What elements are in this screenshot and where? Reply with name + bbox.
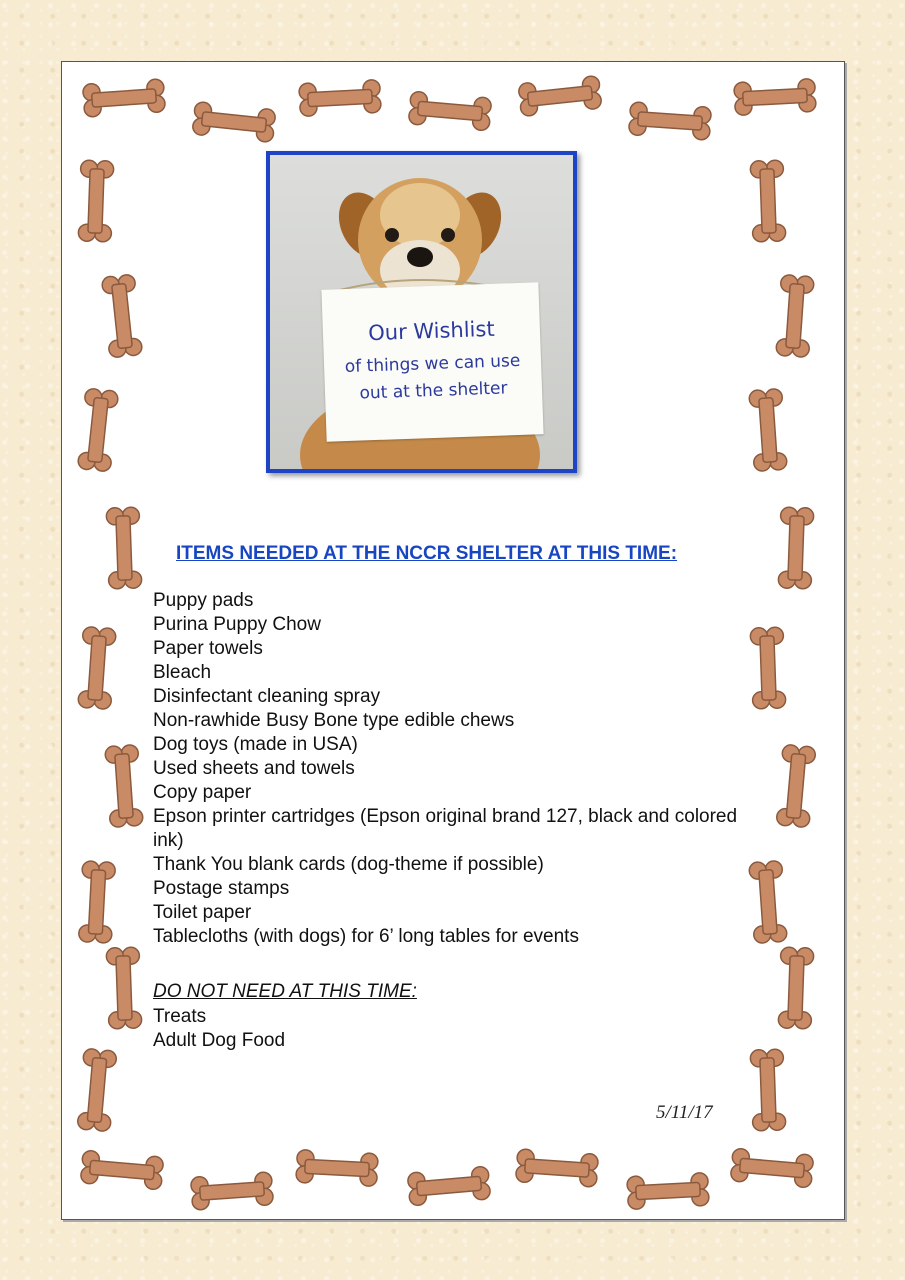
wishlist-sign <box>321 282 543 441</box>
list-item: Tablecloths (with dogs) for 6’ long tables for events <box>153 926 579 947</box>
list-item: Paper towels <box>153 638 263 659</box>
list-item: Toilet paper <box>153 902 252 923</box>
list-item: Dog toys (made in USA) <box>153 734 358 755</box>
not-needed-heading: DO NOT NEED AT THIS TIME: <box>153 981 417 1002</box>
items-needed-heading: ITEMS NEEDED AT THE NCCR SHELTER AT THIS TIME: <box>176 543 678 564</box>
list-item: Treats <box>153 1006 207 1027</box>
list-item: Copy paper <box>153 782 252 803</box>
not-needed-items-list <box>153 1005 285 1053</box>
document-date: 5/11/17 <box>656 1102 713 1123</box>
dog-holding-sign-photo <box>266 151 577 473</box>
list-item: Puppy pads <box>153 590 254 611</box>
list-item: Bleach <box>153 662 212 683</box>
needed-items-list <box>153 589 743 949</box>
sign-title: Our Wishlist <box>367 316 495 346</box>
list-item: Disinfectant cleaning spray <box>153 686 381 707</box>
list-item: Epson printer cartridges (Epson original brand 127, black and colored ink) <box>153 806 738 851</box>
list-item: Non-rawhide Busy Bone type edible chews <box>153 710 515 731</box>
list-item: Thank You blank cards (dog-theme if possible) <box>153 854 544 875</box>
sign-line: of things we can use <box>344 350 521 378</box>
list-item: Postage stamps <box>153 878 290 899</box>
sign-line: out at the shelter <box>359 378 508 404</box>
list-item: Adult Dog Food <box>153 1030 286 1051</box>
list-item: Purina Puppy Chow <box>153 614 321 635</box>
list-item: Used sheets and towels <box>153 758 355 779</box>
